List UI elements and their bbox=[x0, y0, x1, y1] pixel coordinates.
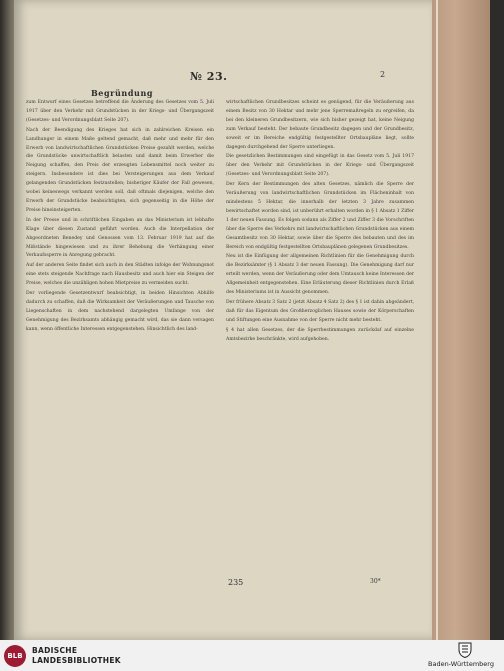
right-text-column bbox=[226, 99, 414, 345]
left-text-column bbox=[26, 99, 214, 336]
paragraph: Die gesetzlichen Bestimmungen sind eingefügt in das Gesetz vom 5. Juli 1917 über den Verkehr mit Grundstücken in der Kriegs- und Übergangszeit (Gesetzes- und Verordnungsblatt Seite 207). bbox=[226, 154, 414, 178]
blb-logo-icon[interactable]: BLB bbox=[4, 645, 26, 667]
paragraph: Der vorliegende Gesetzentwurf beabsichtigt, in beiden Hinsichten Abhilfe dadurch zu schaffen, daß die Wirksamkeit der Veräußerungen und Tausche von Liegenschaften in dem nachstehend dargelegten Umfange von der Genehmigung des Bezirksamts abhängig gemacht wird, das sie dann versagen kann, wenn öffentliche Interessen entgegenstehen. Hinsichtlich des land- bbox=[26, 291, 214, 332]
paragraph: § 4 hat allen Gesetzes, der die Sperrbestimmungen zurückdaf auf einzelne Amtsbezirke beschränkte, wird aufgehoben. bbox=[226, 327, 414, 342]
paragraph: In der Presse und in schriftlichen Eingaben an das Ministerium ist lebhafte Klage über diesen Zustand geführt worden. Auch die Interpellation der Abgeordneten Benedey und Genossen vom 13. Februar 1919 hat auf die Mißstände hingewiesen und zu ihrer Behebung die Verhängung einer Verkaufssperre in Anregung gebracht. bbox=[26, 217, 214, 259]
section-heading: Begründung bbox=[90, 88, 154, 98]
paragraph: wirtschaftlichen Grundbesitzes scheint es genügend, für die Veräußerung aus einem Besitz von 30 Hektar und mehr jene Sperremaßregeln zu ergreifen, da bei den kleineren Grundbesitzern, wie sich bisher gezeigt hat, keine Neigung zum Verkauf besteht. Der bebaute Grundbesitz dagegen und der Grundbesitz, soweit er im Bereiche endgültig festgestellter Ortsbaupläne liegt, sollte dagegen durchgehend der Sperre unterliegen. bbox=[226, 100, 414, 150]
page-edge-line bbox=[436, 0, 438, 640]
page-number: 235 bbox=[228, 578, 244, 587]
paragraph: Der Kern der Bestimmungen des alten Gesetzes, nämlich die Sperre der Veräußerung von landwirtschaftlichen Grundstücken im Flächeninhalt von mindestens 5 Hektar, die innerhalb der letzten 3 Jahre zusammen bewirtschaftet worden sind, ist unberührt erhalten worden in § 1 Absatz 1 Ziffer 1 der neuen Fassung. Es folgen sodann als Ziffer 2 und Ziffer 3 die Vorschriften über die Sperre des Verkehrs mit landwirtschaftlichen Grundstücken aus einem Gesamtbesitz von 30 Hektar, sowie über die Sperre des bebauten und des im Bereich von endgültig festgestellten Ortsbauplänen gelegenen Grundbesitzes. bbox=[226, 182, 414, 250]
paragraph: Der frühere Absatz 3 Satz 2 (jetzt Absatz 4 Satz 2) des § 1 ist dahin abgeändert, daß für das Eigentum des Großherzoglichen Hauses sowie der Körperschaften und Stiftungen eine Ausnahme von der Sperre nicht mehr besteht. bbox=[226, 299, 414, 323]
scan-dark-margin bbox=[490, 0, 504, 640]
paragraph: Nach der Beendigung des Krieges hat sich in zahlreichen Kreisen ein Landhunger in einem Maße geltend gemacht, daß mehr und mehr für den Erwerb von landwirtschaftlichen Grundstücken Preise gezahlt werden, welche die Grundstücke unwirtschaftlich belasten und damit beim Erwerber die Neigung schaffen, den Preis der erzeugten Lebensmittel noch weiter zu steigern. Insbesondere ist dies bei Versteigerungen aus dem Verkauf gelangenden Grundstücken festzustellen; bisheriger Käufer der Fall gewesen, wobei keineswegs verkannt werden soll, daß oftmals diejenigen, welche den Erwerb der Grundstücke beabsichtigten, sich gegenseitig in die Höhe der Preise hineinsteigerten. bbox=[26, 127, 214, 213]
cover-board-edge bbox=[432, 0, 490, 640]
paragraph: Neu ist die Einfügung der allgemeinen Richtlinien für die Genehmigung durch die Bezirksämter (§ 1 Absatz 3 der neuen Fassung). Die Genehmigung darf nur erteilt werden, wenn der Veräußerung oder dem Umtausch keine Interessen der Allgemeinheit entgegenstehen. Eine Erläuterung dieser Richtlinien durch Erlaß des Ministeriums ist in Aussicht genommen. bbox=[226, 254, 415, 296]
paragraph: Auf der anderen Seite findet sich auch in den Städten infolge der Wohnungsnot eine stets steigende Nachfrage nach Hausbesitz und auch hier ein Steigen der Preise, welches die unzähligen hohen Mietpreise zu vermeiden sucht. bbox=[26, 263, 214, 287]
library-name-line1: BADISCHE bbox=[32, 646, 78, 655]
signature-mark: 30* bbox=[370, 578, 381, 585]
issue-number: № 23. bbox=[190, 70, 228, 83]
region-label: Baden-Württemberg bbox=[428, 660, 494, 668]
library-name-line2: LANDESBIBLIOTHEK bbox=[32, 656, 121, 665]
right-marker: 2 bbox=[380, 70, 386, 79]
coat-of-arms-icon bbox=[458, 642, 472, 658]
paragraph: zum Entwurf eines Gesetzes betreffend die Änderung des Gesetzes vom 5. Juli 1917 über den Verkehr mit Grundstücken in der Kriegs- und Übergangszeit (Gesetzes- und Verordnungsblatt Seite 207). bbox=[26, 100, 214, 123]
